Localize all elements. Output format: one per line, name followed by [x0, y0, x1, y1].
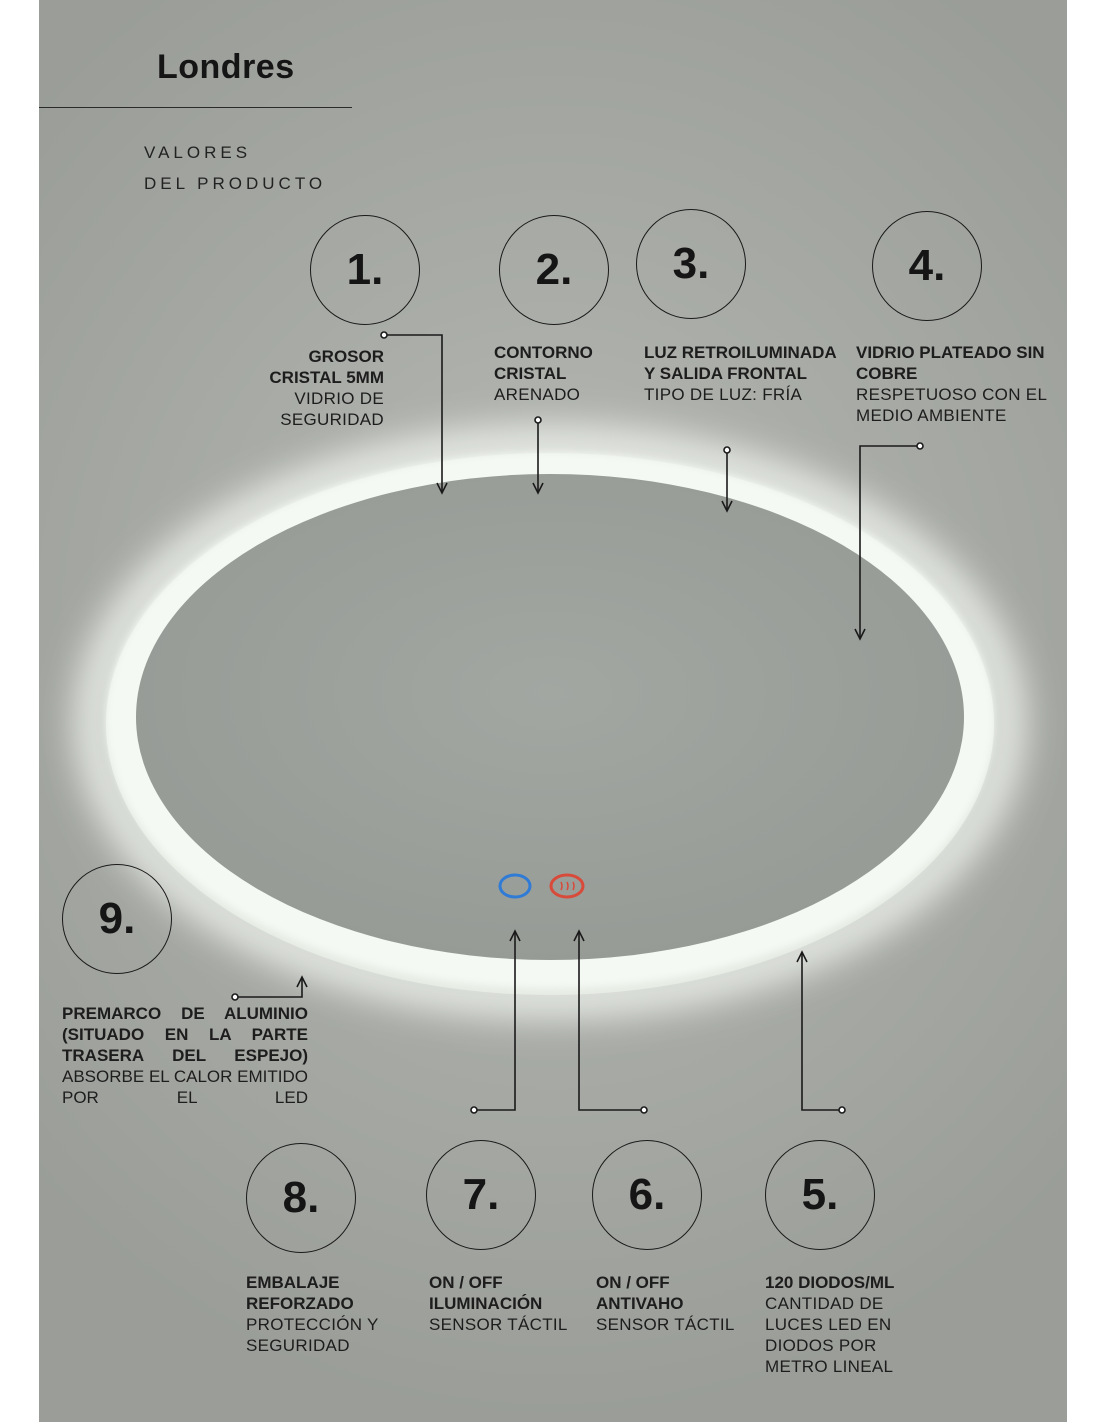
feature-2-text — [494, 342, 634, 405]
feature-number-4: 4. — [872, 211, 982, 321]
feature-number-2: 2. — [499, 215, 609, 325]
feature-7-text — [429, 1272, 589, 1335]
feature-1-text — [234, 346, 384, 430]
product-title: Londres — [157, 48, 295, 86]
feature-1-description: VIDRIO DE SEGURIDAD — [280, 389, 384, 429]
feature-4-description: RESPETUOSO CON EL MEDIO AMBIENTE — [856, 385, 1047, 425]
feature-9-text — [62, 1003, 308, 1108]
feature-9-description: ABSORBE EL CALOR EMITIDO POR EL LED — [62, 1067, 308, 1107]
feature-5-description: CANTIDAD DE LUCES LED EN DIODOS POR METRO LINEAL — [765, 1294, 894, 1376]
section-subtitle-line2: DEL PRODUCTO — [144, 174, 327, 193]
feature-4-text — [856, 342, 1062, 426]
feature-number-9: 9. — [62, 864, 172, 974]
feature-5-title: 120 DIODOS/ML — [765, 1273, 895, 1292]
feature-6-title: ON / OFF ANTIVAHO — [596, 1273, 684, 1313]
feature-2-description: ARENADO — [494, 385, 581, 404]
section-subtitle-line1: VALORES — [144, 143, 252, 162]
feature-number-5: 5. — [765, 1140, 875, 1250]
feature-3-title: LUZ RETROILUMINADA Y SALIDA FRONTAL — [644, 343, 837, 383]
feature-number-1: 1. — [310, 215, 420, 325]
feature-number-6: 6. — [592, 1140, 702, 1250]
feature-8-title: EMBALAJE REFORZADO — [246, 1273, 354, 1313]
feature-8-text — [246, 1272, 416, 1356]
feature-2-title: CONTORNO CRISTAL — [494, 343, 593, 383]
feature-6-text — [596, 1272, 756, 1335]
feature-number-8: 8. — [246, 1143, 356, 1253]
feature-4-title: VIDRIO PLATEADO SIN COBRE — [856, 343, 1045, 383]
feature-7-description: SENSOR TÁCTIL — [429, 1315, 568, 1334]
feature-8-description: PROTECCIÓN Y SEGURIDAD — [246, 1315, 379, 1355]
feature-number-7: 7. — [426, 1140, 536, 1250]
feature-6-description: SENSOR TÁCTIL — [596, 1315, 735, 1334]
feature-3-text — [644, 342, 844, 405]
feature-number-3: 3. — [636, 209, 746, 319]
feature-1-title: GROSOR CRISTAL 5MM — [269, 347, 384, 387]
feature-5-text — [765, 1272, 925, 1377]
feature-7-title: ON / OFF ILUMINACIÓN — [429, 1273, 543, 1313]
product-sheet — [39, 0, 1067, 1422]
feature-9-title: PREMARCO DE ALUMINIO (SITUADO EN LA PARTE TRASERA DEL ESPEJO) — [62, 1004, 308, 1065]
title-divider — [39, 107, 352, 108]
feature-3-description: TIPO DE LUZ: FRÍA — [644, 385, 803, 404]
